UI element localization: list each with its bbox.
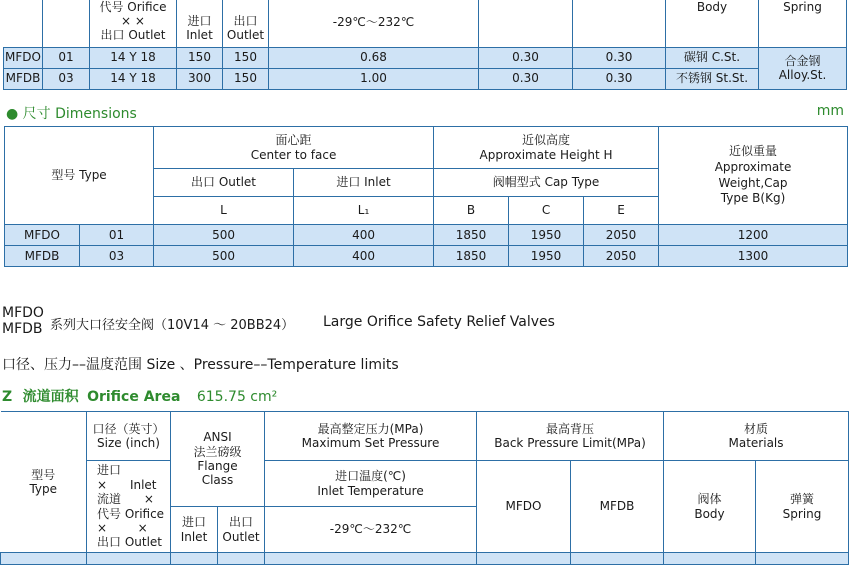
l-header: L <box>154 197 294 225</box>
orifice-code-line3: 出口 Outlet <box>100 27 166 42</box>
inlet-cell: 300 <box>177 68 223 89</box>
e-cell: 2050 <box>584 246 659 267</box>
weight-cell: 1200 <box>659 225 848 246</box>
dimensions-table <box>4 126 848 267</box>
l-cell: 500 <box>154 225 294 246</box>
series-cn-title: 系列大口径安全阀（10V14 ～ 20BB24） <box>50 318 295 333</box>
max-set-cell: 1.00 <box>269 68 479 89</box>
table-row <box>5 225 848 246</box>
model-cell: MFDB <box>4 68 43 89</box>
inlet-orifice-outlet-header: 进口 × Inlet 流道 × 代号 Orifice × × 出口 Outlet <box>87 461 171 553</box>
bp-mfdb-cell: 0.30 <box>573 47 666 68</box>
code-cell: 01 <box>43 47 90 68</box>
orifice-value: 615.75 cm² <box>196 389 278 405</box>
l1-cell: 400 <box>294 225 434 246</box>
outlet-cell: 150 <box>223 68 269 89</box>
inlet-temp-header: 进口温度(℃) Inlet Temperature <box>265 461 477 507</box>
code-cell: 03 <box>43 68 90 89</box>
inlet-header: 进口 Inlet <box>177 0 223 47</box>
type-header: 型号 Type <box>1 412 87 553</box>
inlet-header: 进口 Inlet <box>294 169 434 197</box>
b-cell: 1850 <box>434 225 509 246</box>
orifice-letter: Z <box>2 389 13 405</box>
temp-range: -29℃～232℃ <box>269 0 479 47</box>
materials-header: 材质 Materials <box>664 412 849 461</box>
c-cell: 1950 <box>509 246 584 267</box>
flange-header: ANSI 法兰磅级 Flange Class <box>171 412 265 507</box>
series-model-mfdb: MFDB <box>2 321 43 337</box>
inlet-cell: 150 <box>177 47 223 68</box>
inlet-header: 进口 Inlet <box>171 507 218 553</box>
dimensions-title: ● 尺寸 Dimensions <box>6 106 137 122</box>
type-header: 型号 Type <box>5 127 154 225</box>
model-cell: MFDO <box>4 47 43 68</box>
e-cell: 2050 <box>584 225 659 246</box>
size-header: 口径（英寸） Size (inch) <box>87 412 171 461</box>
bp-mfdo-cell: 0.30 <box>479 68 573 89</box>
model-cell: MFDB <box>5 246 80 267</box>
back-pressure-header: 最高背压 Back Pressure Limit(MPa) <box>477 412 664 461</box>
orifice-code-line1: 代号 Orifice <box>99 0 167 15</box>
l1-header: L₁ <box>294 197 434 225</box>
size-cell: 14 Y 18 <box>90 68 177 89</box>
body-cell: 碳钢 C.St. <box>666 47 759 68</box>
body-header: 阀体 Body <box>664 461 756 553</box>
spring-header: 弹簧 Spring <box>756 461 849 553</box>
table-row <box>4 68 847 89</box>
orifice-code-line2: × × <box>121 13 145 28</box>
cap-type-header: 阀帽型式 Cap Type <box>434 169 659 197</box>
weight-cell: 1300 <box>659 246 848 267</box>
code-cell: 03 <box>80 246 154 267</box>
outlet-header: 出口 Outlet <box>154 169 294 197</box>
orifice-code-header <box>90 0 177 47</box>
dimensions-unit: mm <box>816 103 844 119</box>
c-cell: 1950 <box>509 225 584 246</box>
series-model-mfdo: MFDO <box>2 305 44 321</box>
mfdb-header: MFDB <box>571 461 664 553</box>
orifice-area-line <box>2 386 277 406</box>
orifice-cn: 流道面积 <box>22 389 79 405</box>
l-cell: 500 <box>154 246 294 267</box>
l1-cell: 400 <box>294 246 434 267</box>
b-header: B <box>434 197 509 225</box>
outlet-header: 出口 Outlet <box>218 507 265 553</box>
c-header: C <box>509 197 584 225</box>
temp-range: -29℃～232℃ <box>265 507 477 553</box>
max-set-cell: 0.68 <box>269 47 479 68</box>
e-header: E <box>584 197 659 225</box>
outlet-header: 出口 Outlet <box>223 0 269 47</box>
center-to-face-header: 面心距 Center to face <box>154 127 434 169</box>
max-set-header: 最高整定压力(MPa) Maximum Set Pressure <box>265 412 477 461</box>
spring-cell: 合金钢 Alloy.St. <box>759 47 847 89</box>
size-cell: 14 Y 18 <box>90 47 177 68</box>
bp-mfdb-cell: 0.30 <box>573 68 666 89</box>
weight-header: 近似重量 Approximate Weight,Cap Type B(Kg) <box>659 127 848 225</box>
bp-mfdo-cell: 0.30 <box>479 47 573 68</box>
outlet-cell: 150 <box>223 47 269 68</box>
model-cell: MFDO <box>5 225 80 246</box>
b-cell: 1850 <box>434 246 509 267</box>
body-cell: 不锈钢 St.St. <box>666 68 759 89</box>
spring-header: Spring <box>759 0 847 47</box>
top-spec-table <box>3 0 847 90</box>
orifice-en: Orifice Area <box>87 389 181 405</box>
bottom-spec-table <box>0 411 849 565</box>
limits-heading: 口径、压力––温度范围 Size 、Pressure––Temperature limits <box>2 357 399 373</box>
height-header: 近似高度 Approximate Height H <box>434 127 659 169</box>
table-row <box>4 47 847 68</box>
mfdo-header: MFDO <box>477 461 571 553</box>
series-en-title: Large Orifice Safety Relief Valves <box>323 314 555 330</box>
code-cell: 01 <box>80 225 154 246</box>
body-header: Body <box>666 0 759 47</box>
series-models <box>2 305 44 337</box>
table-row <box>5 246 848 267</box>
